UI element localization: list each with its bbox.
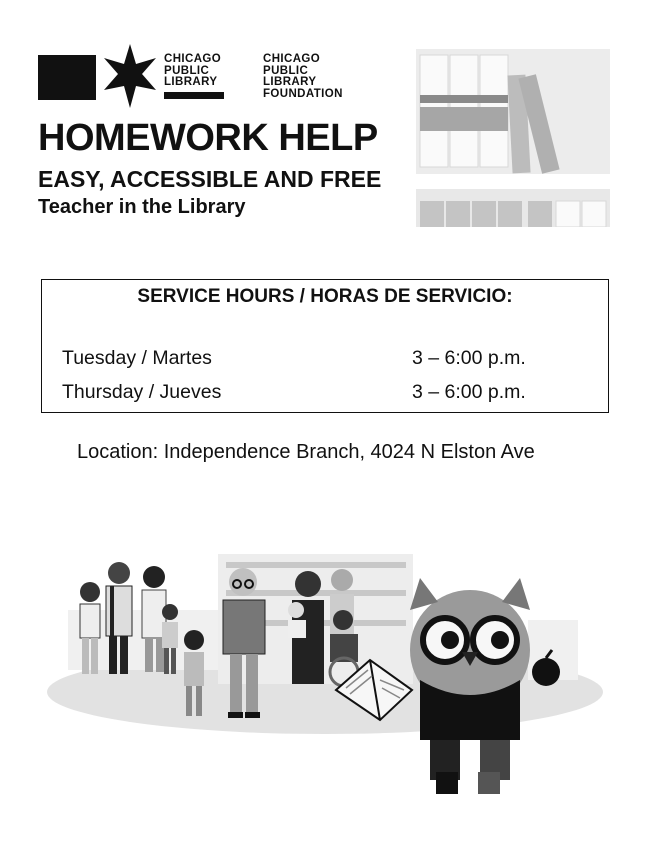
- cpl-logo-block: [38, 55, 96, 100]
- location-text: Location: Independence Branch, 4024 N Elston Ave: [77, 441, 535, 463]
- tagline: Teacher in the Library: [38, 196, 246, 218]
- chicago-star-icon: [100, 44, 160, 108]
- cplf-logo-text: CHICAGO PUBLIC LIBRARY FOUNDATION: [263, 53, 343, 100]
- logo-bar: [164, 92, 224, 99]
- hours-day: Thursday / Jueves: [62, 381, 222, 403]
- cpl-logo-text: CHICAGO PUBLIC LIBRARY: [164, 54, 224, 99]
- family-owl-illustration: [40, 540, 620, 802]
- hours-time: 3 – 6:00 p.m.: [412, 347, 526, 369]
- service-hours-title: SERVICE HOURS / HORAS DE SERVICIO:: [137, 286, 513, 307]
- hours-time: 3 – 6:00 p.m.: [412, 381, 526, 403]
- bookshelf-illustration: [416, 49, 610, 227]
- page-title: HOMEWORK HELP: [38, 117, 378, 159]
- subtitle: EASY, ACCESSIBLE AND FREE: [38, 166, 382, 192]
- service-hours-box: [41, 279, 609, 413]
- hours-day: Tuesday / Martes: [62, 347, 212, 369]
